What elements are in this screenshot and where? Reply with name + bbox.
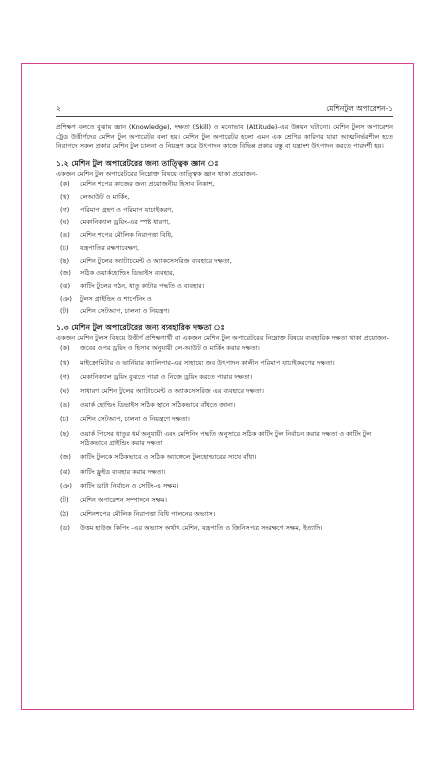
list-item: [56, 180, 393, 190]
list-item-text: মেশিন অপারেশন সম্পাদনে সক্ষম।: [80, 495, 167, 504]
list-item-marker: (ঞ): [60, 294, 72, 303]
list-item-text: মেশিন সেটআপ, চালনা ও নিয়ন্ত্রণে দক্ষতা।: [80, 415, 190, 424]
list-item-text: কাটিং টুলের গঠন, ধাতু কাটার পদ্ধতি ও ব্যবহার।: [80, 281, 205, 290]
list-item-marker: (ঝ): [60, 467, 70, 476]
list-item-text: মাইক্রোমিটার ও ভার্নিয়ার ক্যালিপার-এর সাহায্যে জব উৎপাদন কালীন পরিমাপ যাচাইকরণের দক্ষতা।: [80, 358, 335, 367]
page-number: ২: [56, 104, 61, 113]
theoretical-knowledge-list: [56, 180, 393, 316]
list-item: [56, 401, 393, 411]
list-item-marker: (গ): [60, 205, 70, 214]
list-item-marker: (ঘ): [60, 218, 70, 227]
running-title: মেশিনটুল অপারেশন-১: [326, 104, 393, 113]
list-item-text: মেশিন টুলের অ্যাটাচমেন্ট ও অ্যাকসেসরিজ ব্যবহারে দক্ষতা,: [80, 256, 232, 265]
list-item-text: উত্তম হাউজ কিপিং -এর অভ্যাস অর্থাৎ মেশিন, যন্ত্রপাতি ও জিনিসপত্র সংরক্ষণে সক্ষম, ইত্যাদি।: [80, 524, 323, 533]
intro-paragraph: প্রশিক্ষণ বলতে বুঝায় জ্ঞান (Knowledge), দক্ষতা (Skill) ও মনোভাব (Attitude)-এর উন্নয়ন ঘটানো। মেশিন টুলস অপারেশন ট্রেড উত্তীর্ণদের মেশিন টুল অপারেটর বলা হয়। মেশিন টুল অপারেটর হলো এমন এক শ্রেণির কারিগর যারা আত্মনির্ভরশীল হতে নিরাপদে সকল প্রকার মেশিন টুল চালনা ও নিয়ন্ত্রণ করে উৎপাদন কাজে বিভিন্ন প্রকার বস্তু বা যন্ত্রাংশ উৎপাদন করতে পারদর্শী হয়।: [56, 123, 393, 151]
list-item-marker: (জ): [60, 269, 71, 278]
list-item: [56, 453, 393, 463]
list-item: [56, 373, 393, 383]
list-item: [56, 257, 393, 267]
list-item: [56, 387, 393, 397]
list-item-text: মেশিন সেটআপ, চালনা ও নিয়ন্ত্রণ।: [80, 307, 170, 316]
list-item: [56, 244, 393, 254]
list-item-marker: (ঠ): [60, 510, 69, 519]
list-item-text: মেশিনশপের মৌলিক নিরাপত্তা বিধি পালনের অভ্যাস।: [80, 510, 216, 519]
list-item-marker: (ছ): [60, 429, 70, 438]
section-heading-theoretical: ১.২ মেশিন টুল অপারেটরের জন্য তাত্ত্বিক জ্ঞান ঃ: [56, 158, 219, 168]
section-intro-theoretical: একজন মেশিন টুল অপারেটরের নিম্নোক্ত বিষয়ে তাত্ত্বিক জ্ঞান থাকা প্রয়োজন-: [56, 169, 258, 178]
list-item-text: ওয়ার্ক পিসের ধাতুর ধর্ম অনুযায়ী এবং মেশিনিং পদ্ধতি অনুসারে সঠিক কাটিং টুল নির্বাচন করার দক্ষতা ও কাটিং টুল সঠিকভাবে গ্রাইন্ডিং করার দক্ষতা: [80, 429, 372, 448]
list-item-marker: (ড): [60, 524, 70, 533]
list-item: [56, 269, 393, 279]
list-item-text: কাটিং টুলকে সঠিকভাবে ও সঠিক অ্যাঙ্গেলে টুলহোল্ডারের সাথে বাঁধা।: [80, 453, 257, 462]
list-item-marker: (গ): [60, 372, 70, 381]
list-item: [56, 415, 393, 425]
list-item: [56, 206, 393, 216]
list-item: [56, 307, 393, 317]
list-item-marker: (ঙ): [60, 401, 70, 410]
list-item-marker: (ছ): [60, 256, 70, 265]
list-item-marker: (ক): [60, 180, 70, 189]
list-item-text: ওয়ার্ক হোল্ডিং ডিভাইস সঠিক স্থানে সঠিকভাবে বাঁধতে জানা।: [80, 401, 236, 410]
list-item-text: টুলস গ্রাইন্ডিং ও শার্পেনিং ও: [80, 294, 152, 303]
header-rule: [56, 116, 393, 117]
page-content: [56, 123, 393, 538]
list-item-marker: (ঘ): [60, 387, 70, 395]
list-item-text: মেকানিক্যাল ড্রয়িং বুঝতে পারা ও নিজে ড্রয়িং করতে পারার দক্ষতা।: [80, 372, 253, 381]
list-item: [56, 510, 393, 520]
list-item-text: সাধারণ মেশিন টুলের অ্যাটাচমেন্ট ও অ্যাকসেসরিজ এর ব্যবহারে দক্ষতা।: [80, 387, 264, 395]
list-item-text: কাটিং ফ্লুইড ব্যবহার করার দক্ষতা।: [80, 467, 166, 476]
list-item-text: জবের ওপর ড্রয়িং ও হিসাব অনুযায়ী লে-আউট ও মার্কিং করার দক্ষতা।: [80, 344, 260, 353]
list-item-marker: (চ): [60, 243, 69, 252]
practical-skills-list: [56, 344, 393, 533]
list-item-marker: (ঙ): [60, 231, 70, 240]
list-item-marker: (খ): [60, 358, 70, 367]
section-intro-practical: একজন মেশিন টুলস বিষয়ে উত্তীর্ণ প্রশিক্ষণার্থী বা একজন মেশিন টুল অপারেটরের নিম্নোক্ত বিষয়ে ব্যবহারিক দক্ষতা থাকা প্রয়োজন-: [56, 333, 390, 342]
list-item-marker: (ঞ): [60, 481, 72, 490]
list-item: [56, 282, 393, 292]
list-item: [56, 496, 393, 506]
list-item-text: সঠিক ওয়ার্কহোল্ডিং ডিভাইস ব্যবহার,: [80, 269, 175, 278]
list-item-marker: (জ): [60, 453, 71, 462]
list-item-marker: (খ): [60, 193, 70, 202]
list-item-text: মেশিন শপের কাজের জন্য প্রয়োজনীয় হিসাব নিকাশ,: [80, 180, 215, 189]
list-item-text: যন্ত্রপাতির রক্ষণাবেক্ষণ,: [80, 243, 140, 252]
list-item-marker: (ট): [60, 495, 69, 504]
list-item: [56, 295, 393, 305]
list-item: [56, 482, 393, 492]
list-item-text: কাটিং ডাটা নির্বাচন ও সেটিং-এ সক্ষম।: [80, 481, 179, 490]
section-heading-practical: ১.৩ মেশিন টুল অপারেটরের জন্য ব্যবহারিক দক্ষতা ঃ: [56, 322, 225, 332]
list-item-text: মেকানিক্যাল ড্রয়িং-এর স্পষ্ট ধারণা,: [80, 218, 171, 227]
list-item: [56, 430, 393, 449]
list-item: [56, 468, 393, 478]
list-item-text: মেশিন শপের মৌলিক নিরাপত্তা বিধি,: [80, 231, 174, 240]
list-item-marker: (ট): [60, 307, 69, 316]
list-item: [56, 193, 393, 203]
list-item-text: লেআউট ও মার্কিং,: [80, 193, 130, 202]
list-item: [56, 524, 393, 534]
list-item-marker: (ক): [60, 344, 70, 353]
list-item-text: পরিমাপ গ্রহণ ও পরিমাপ যাচাইকরণ,: [80, 205, 174, 214]
list-item-marker: (ঝ): [60, 281, 70, 290]
list-item-marker: (চ): [60, 415, 69, 424]
list-item: [56, 344, 393, 354]
list-item: [56, 218, 393, 228]
list-item: [56, 359, 393, 369]
list-item: [56, 231, 393, 241]
